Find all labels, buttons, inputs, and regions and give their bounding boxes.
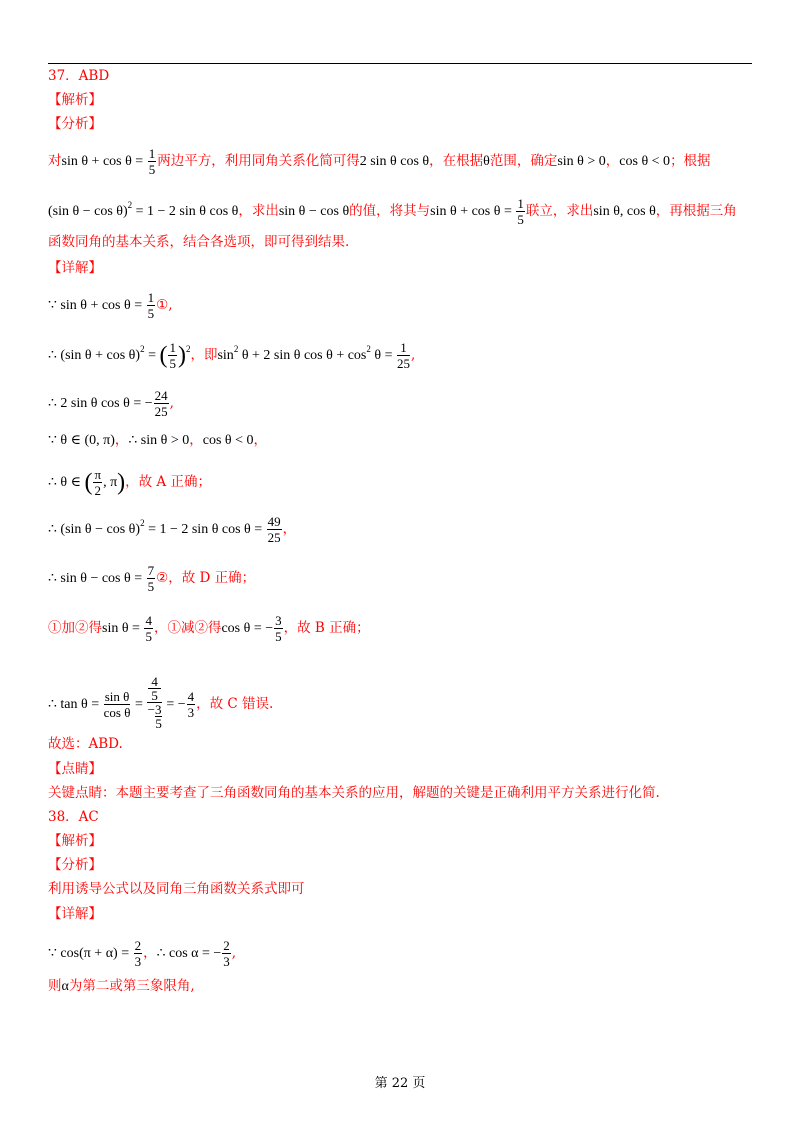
q37-xiangjie-label: 【详解】 [48,260,102,276]
q37-fenxi-p1: 对sin θ + cos θ = $\frac{1}{5}$ 两边平方，利用同角关系化简可得2 sin θ cos θ，在根据θ范围，确定sin θ > 0，cos θ < 0；根据 [48,146,711,177]
q37-dianjing: 关键点睛：本题主要考查了三角函数同角的基本关系的应用，解题的关键是正确利用平方关系进行化简. [48,785,660,801]
q38-step-1: ∵ cos(π + α) = $\frac{2}{3}$ ，∴ cos α = − $\frac{2}{3}$ , [48,938,237,969]
q38-jiexi-label: 【解析】 [48,833,102,849]
q37-fenxi-p3: 函数同角的基本关系，结合各选项，即可得到结果. [48,234,350,250]
header-rule [48,63,752,64]
q37-fenxi-label: 【分析】 [48,116,102,132]
q38-step-2: 则α为第二或第三象限角, [48,978,195,994]
q37-step-2: ∴ (sin θ + cos θ)$^2$ = ( $\frac{1}{5}$ )$^2$，即$\sin^2 \theta + 2$ sin θ $\cos \theta + \cos^2 \theta$ = $\frac{1}{25}$ , [48,340,416,371]
q37-dianjing-label: 【点睛】 [48,761,102,777]
page-number: 第 22 页 [374,1076,426,1091]
q38-header: 38．AC [48,809,99,825]
q37-step-1: ∵ sin θ + cos θ = $\frac{1}{5}$ ①, [48,290,173,321]
q38-fenxi: 利用诱导公式以及同角三角函数关系式即可 [48,881,305,897]
q37-step-5: ∴ θ ∈ ( $\frac{\pi}{2}$ , π)，故 A 正确； [48,467,211,498]
q37-step-3: ∴ 2 sin θ cos θ = − $\frac{24}{25}$ , [48,388,174,419]
q37-fenxi-p2: (sin θ − cos θ)$^2$ = 1 − 2 sin θ cos θ，求出sin θ − cos θ的值，将其与sin θ + cos θ = $\frac{1}{5}$ 联立，求出sin θ, cos θ，再根据三角 [48,196,737,227]
q37-choose: 故选：ABD. [48,736,123,752]
q37-step-7: ∴ sin θ − cos θ = $\frac{7}{5}$ ②，故 D 正确； [48,563,256,594]
q37-jiexi-label: 【解析】 [48,92,102,108]
q38-fenxi-label: 【分析】 [48,857,102,873]
q37-step-8: ①加②得sin θ = $\frac{4}{5}$ ，①减②得cos θ = − $\frac{3}{5}$ ，故 B 正确； [48,613,370,644]
q37-header: 37．ABD [48,68,110,84]
q37-step-4: ∵ θ ∈ (0, π)，∴ sin θ > 0，cos θ < 0， [48,432,267,448]
q37-step-6: ∴ (sin θ − cos θ)$^2$ = 1 − 2 sin θ cos θ = $\frac{49}{25}$ ， [48,514,297,545]
q37-step-9: ∴ tan θ = $\frac{\text{sin θ}}{\text{cos θ}}$ = 4 5 −3 5 = − $\frac{4}{3}$ ，故 C 错误. [48,674,274,731]
q38-xiangjie-label: 【详解】 [48,906,102,922]
